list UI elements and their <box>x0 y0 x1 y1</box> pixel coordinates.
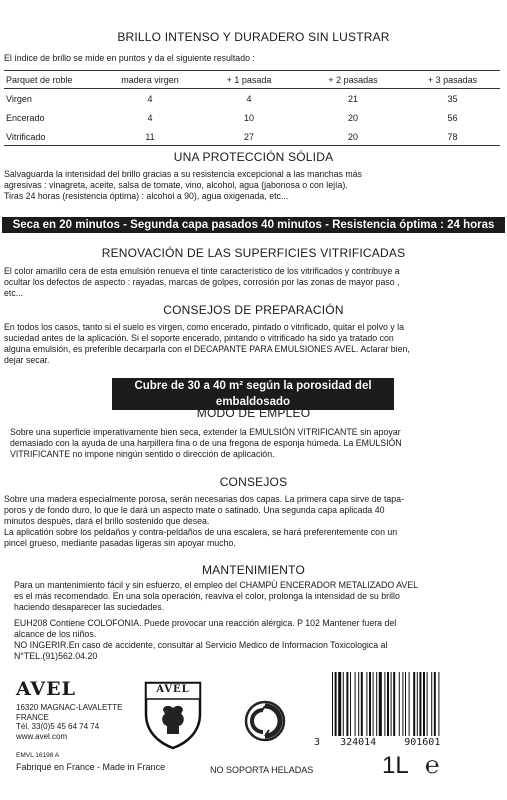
table-cell: 4 <box>147 93 153 104</box>
text-line: Sobre una madera especialmente porosa, serán necesarias dos capas. La primera capa sirve de tapa- <box>4 494 404 504</box>
table-cell: 4 <box>246 93 252 104</box>
table-row <box>4 89 500 109</box>
text-line: haciendo desaparecer las suciedades. <box>14 602 165 612</box>
shield-logo-icon <box>143 680 203 750</box>
section-heading-modo: MODO DE EMPLEO <box>196 406 311 420</box>
table-cell: Virgen <box>6 93 32 104</box>
table-header-row <box>4 71 500 89</box>
table-cell: 4 <box>147 112 153 123</box>
table-cell: 20 <box>347 112 358 123</box>
barcode-number <box>314 737 494 748</box>
banner-text: Seca en 20 minutos - Segunda capa pasados 40 minutos - Resistencia óptima : 24 horas <box>12 219 495 231</box>
text-line: etc... <box>4 288 24 298</box>
shield-label: AVEL <box>156 684 190 695</box>
table-header-cell: + 2 pasadas <box>301 71 405 89</box>
drying-time-banner <box>2 217 505 233</box>
company-address <box>16 703 122 741</box>
text-line: Para un mantenimiento fácil y sin esfuerzo, el empleo del CHAMPÚ ENCERADOR METALIZADO AVEL <box>14 580 418 590</box>
text-line: El color amarillo cera de esta emulsión renueva el tinte característico de los vitrificados y contribuye a <box>4 266 400 276</box>
estimated-sign-icon: ℮ <box>425 752 440 779</box>
text-line: suciedad antes de la aplicación. Si el soporte encerado, pintando o vitrificado ha sido ya tratado con <box>4 333 394 343</box>
lot-number: EMVL 16198 A <box>16 752 60 759</box>
section-heading-consejos: CONSEJOS <box>219 475 288 489</box>
volume-label: 1L <box>382 752 409 779</box>
table-cell: 10 <box>243 112 254 123</box>
text-line: VITRIFICANTE no impone ningún sentido o dirección de aplicación. <box>10 449 275 459</box>
address-line: FRANCE <box>16 712 49 722</box>
section-heading-proteccion: UNA PROTECCIÓN SÓLIDA <box>173 150 334 164</box>
text-line: Salvaguarda la intensidad del brillo gracias a su resistencia excepcional a las manchas más <box>4 169 362 179</box>
preparacion-text <box>4 322 504 366</box>
text-line: alguna emulsión, es preferible decarparla con el DECAPANTE PARA EMULSIONES AVEL. Aclarar bien, <box>4 344 410 354</box>
text-line: demasiado con la ayuda de una harpillera fina o de una fregona de esponja húmeda. La EMULSIÓN <box>10 438 402 448</box>
section-heading-renovacion: RENOVACIÓN DE LAS SUPERFICIES VITRIFICADAS <box>101 246 406 260</box>
gloss-table <box>4 70 500 146</box>
table-header-cell: Parquet de roble <box>4 71 103 89</box>
page-title: BRILLO INTENSO Y DURADERO SIN LUSTRAR <box>117 30 390 44</box>
safety-warnings <box>14 618 504 662</box>
text-line: EUH208 Contiene COLOFONIA. Puede provocar una reacción alérgica. P 102 Mantener fuera del <box>14 618 397 628</box>
barcode-digit-prefix: 3 <box>314 737 321 748</box>
text-line: Tiras 24 horas (resistencia óptima) : alcohol a 90), agua oxigenada, etc... <box>4 191 289 201</box>
table-cell: 21 <box>347 93 358 104</box>
table-row <box>4 108 500 127</box>
intro-text: El índice de brillo se mide en puntos y da el siguiente resultado : <box>4 53 255 63</box>
section-heading-mantenimiento: MANTENIMIENTO <box>201 563 306 577</box>
table-header-cell: + 3 pasadas <box>405 71 500 89</box>
consejos-text <box>4 494 504 549</box>
text-line: NO INGERIR.En caso de accidente, consultar al Servicio Medico de Informacion Toxicologica al <box>14 640 388 650</box>
modo-text <box>10 427 504 460</box>
text-line: pincel grueso, mediante pasadas ligeras sin apoyar mucho. <box>4 538 236 548</box>
table-cell: 27 <box>243 131 254 142</box>
text-line: Sobre una superficie imperativamente bien seca, extender la EMULSIÓN VITRIFICANTE sin apoyar <box>10 427 401 437</box>
text-line: N°TEL.(91)562.04.20 <box>14 651 98 661</box>
table-cell: Encerado <box>6 112 45 123</box>
text-line: poros y de fondo duro, lo que le dará un aspecto mate o satinado. Una segunda capa aplicada 40 <box>4 505 385 515</box>
text-line: es el más recomendado. En una sola operación, reaviva el color, prolonga la intensidad de su brillo <box>14 591 400 601</box>
table-cell: 20 <box>347 131 358 142</box>
table-cell: 78 <box>447 131 458 142</box>
proteccion-text <box>4 169 504 202</box>
table-header-cell: + 1 pasada <box>197 71 301 89</box>
barcode-digits-left: 324014 <box>340 737 377 748</box>
address-line: Tél. 33(0)5 45 64 74 74 <box>16 722 100 731</box>
text-line: En todos los casos, tanto si el suelo es virgen, como encerado, pintado o vitrificado, quitar el polvo y la <box>4 322 404 332</box>
brand-name: AVEL <box>16 678 76 700</box>
mantenimiento-text <box>14 580 504 613</box>
table-cell: 11 <box>145 131 155 142</box>
address-line: 16320 MAGNAC-LAVALETTE <box>16 703 123 712</box>
no-frost-warning: NO SOPORTA HELADAS <box>210 765 314 775</box>
text-line: dejar secar. <box>4 355 50 365</box>
section-heading-preparacion: CONSEJOS DE PREPARACIÓN <box>163 303 344 317</box>
table-cell: 35 <box>447 93 458 104</box>
text-line: minutos despuès, dará el brillo sostenido que desea. <box>4 516 210 526</box>
text-line: agresivas : vinagreta, aceite, salsa de tomate, vino, alcohol, agua (jabonosa o con lejía). <box>4 180 348 190</box>
table-bottom-rule <box>4 145 500 146</box>
address-line: www.avel.com <box>16 731 68 741</box>
table-header-cell: madera virgen <box>103 71 197 89</box>
text-line: ocultar los defectos de aspecto : rayadas, marcas de golpes, corrosión por las zonas de mayor paso , <box>4 277 400 287</box>
table-cell: Vitrificado <box>6 131 46 142</box>
renovacion-text <box>4 266 504 299</box>
barcode-icon <box>330 672 480 744</box>
table-cell: 56 <box>447 112 458 123</box>
banner-text: Cubre de 30 a 40 m² según la porosidad del embaldosado <box>134 380 372 408</box>
barcode-digits-right: 901601 <box>404 737 441 748</box>
text-line: alcance de los niños. <box>14 629 97 639</box>
table-row <box>4 127 500 146</box>
origin-text: Fabriqué en France - Made in France <box>16 762 166 772</box>
green-dot-icon <box>244 700 286 742</box>
text-line: La aplicatión sobre los peldaños y contra-peldaños de una escalera, se hará preferentemente con un <box>4 527 398 537</box>
